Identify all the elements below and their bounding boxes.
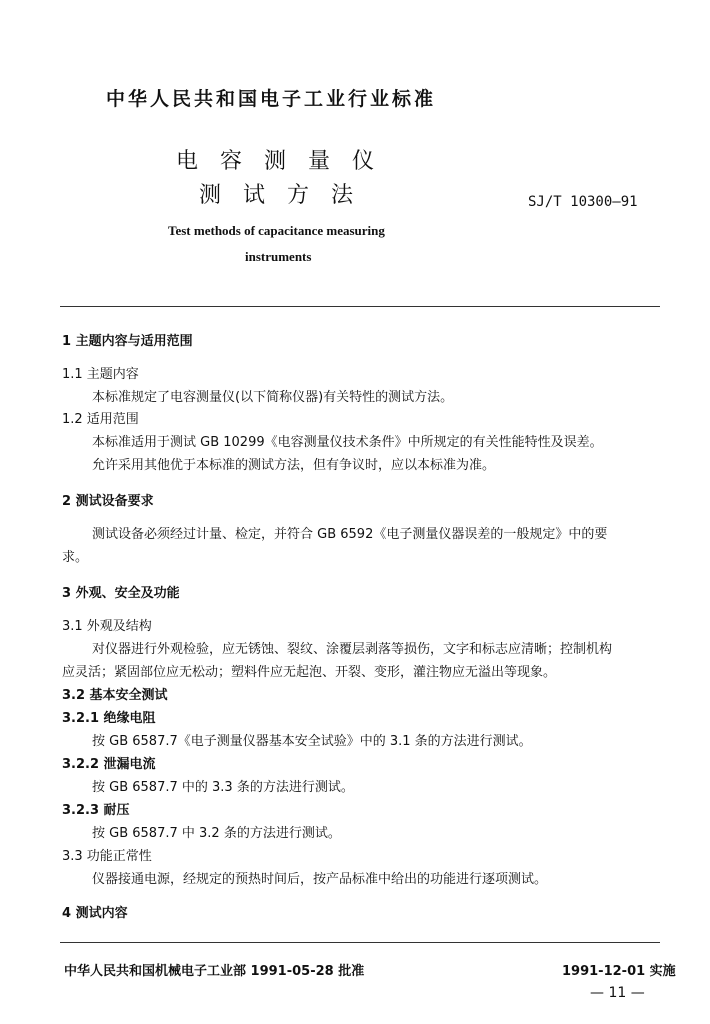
section-3-2-1-text: 按 GB 6587.7《电子测量仪器基本安全试验》中的 3.1 条的方法进行测试。 <box>92 734 532 749</box>
section-3-2-3-text: 按 GB 6587.7 中 3.2 条的方法进行测试。 <box>92 826 341 841</box>
section-2-text-1: 测试设备必须经过计量、检定，并符合 GB 6592《电子测量仪器误差的一般规定》中的要 <box>92 527 608 542</box>
title-line-2: 测试方法 <box>199 183 376 208</box>
title-line-1: 电容测量仪 <box>176 149 397 174</box>
section-1-1-text: 本标准规定了电容测量仪(以下简称仪器)有关特性的测试方法。 <box>92 390 454 405</box>
footer-divider <box>60 942 660 943</box>
effective-date: 1991-12-01 实施 <box>562 964 676 979</box>
standard-number: SJ/T 10300—91 <box>528 194 638 210</box>
section-3-1-heading: 3.1 外观及结构 <box>62 619 152 634</box>
section-3-3-heading: 3.3 功能正常性 <box>62 849 152 864</box>
section-3-heading: 3 外观、安全及功能 <box>62 586 180 601</box>
section-3-1-text-1: 对仪器进行外观检验，应无锈蚀、裂纹、涂覆层剥落等损伤，文字和标志应清晰；控制机构 <box>92 642 613 657</box>
section-1-2-text-1: 本标准适用于测试 GB 10299《电容测量仪技术条件》中所规定的有关性能特性及误差。 <box>92 435 603 450</box>
section-2-heading: 2 测试设备要求 <box>62 494 154 509</box>
section-3-3-text: 仪器接通电源，经规定的预热时间后，按产品标准中给出的功能进行逐项测试。 <box>92 872 548 887</box>
english-title-line-1: Test methods of capacitance measuring <box>168 223 385 238</box>
header-divider <box>60 306 660 307</box>
section-1-1-heading: 1.1 主题内容 <box>62 367 139 382</box>
english-title-line-2: instruments <box>245 249 312 264</box>
section-1-2-text-2: 允许采用其他优于本标准的测试方法，但有争议时，应以本标准为准。 <box>92 458 496 473</box>
section-3-2-1-heading: 3.2.1 绝缘电阻 <box>62 711 156 726</box>
section-3-2-2-heading: 3.2.2 泄漏电流 <box>62 757 156 772</box>
section-2-text-2: 求。 <box>62 550 89 565</box>
section-3-2-heading: 3.2 基本安全测试 <box>62 688 168 703</box>
section-3-2-3-heading: 3.2.3 耐压 <box>62 803 130 818</box>
section-3-1-text-2: 应灵活；紧固部位应无松动；塑料件应无起泡、开裂、变形，灌注物应无溢出等现象。 <box>62 665 557 680</box>
section-1-2-heading: 1.2 适用范围 <box>62 412 139 427</box>
section-3-2-2-text: 按 GB 6587.7 中的 3.3 条的方法进行测试。 <box>92 780 354 795</box>
page-number: — 11 — <box>590 985 645 1001</box>
standard-organization: 中华人民共和国电子工业行业标准 <box>106 88 437 110</box>
approval-line: 中华人民共和国机械电子工业部 1991-05-28 批准 <box>64 964 365 979</box>
section-4-heading: 4 测试内容 <box>62 906 128 921</box>
section-1-heading: 1 主题内容与适用范围 <box>62 334 193 349</box>
